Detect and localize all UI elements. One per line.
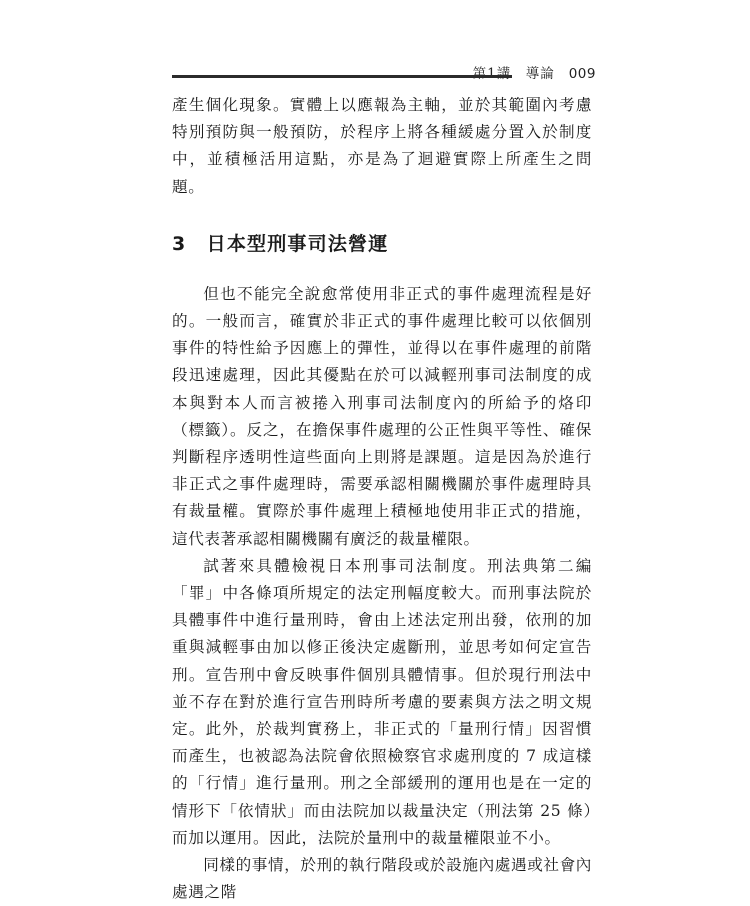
header-rule: [172, 75, 512, 78]
section-heading: 3 日本型刑事司法營運: [172, 232, 389, 255]
page-number: 009: [568, 66, 596, 82]
paragraph-1: 但也不能完全說愈常使用非正式的事件處理流程是好的。一般而言，確實於非正式的事件處理比較可以依個別事件的特性給予因應上的彈性，並得以在事件處理的前階段迅速處理，因此其優點在於可以減輕刑事司法制度的成本與對本人而言被捲入刑事司法制度內的所給予的烙印（標籤）。反之，在擔保事件處理的公正性與平等性、確保判斷程序透明性這些面向上則將是課題。這是因為於進行非正式之事件處理時，需要承認相關機關於事件處理時具有裁量權。實際於事件處理上積極地使用非正式的措施，這代表著承認相關機關有廣泛的裁量權限。: [172, 284, 592, 548]
paragraph-3: 同樣的事情，於刑的執行階段或於設施內處遇或社會內處遇之階: [172, 856, 592, 902]
paragraph-intro: 產生個化現象。實體上以應報為主軸，並於其範圍內考慮特別預防與一般預防，於程序上將各種緩處分置入於制度中，並積極活用這點，亦是為了迴避實際上所產生之問題。: [172, 96, 592, 196]
running-head: [172, 62, 596, 82]
chapter-title: 第1講 導論: [472, 66, 555, 82]
paragraph-2: 試著來具體檢視日本刑事司法制度。刑法典第二編「罪」中各條項所規定的法定刑幅度較大。而刑事法院於具體事件中進行量刑時，會由上述法定刑出發，依刑的加重與減輕事由加以修正後決定處斷刑，並思考如何定宣告刑。宣告刑中會反映事件個別具體情事。但於現行刑法中並不存在對於進行宣告刑時所考慮的要素與方法之明文規定。此外，於裁判實務上，非正式的「量刑行情」因習慣而產生，也被認為法院會依照檢察官求處刑度的 7 成這樣的「行情」進行量刑。刑之全部緩刑的運用也是在一定的情形下「依情狀」而由法院加以裁量決定（刑法第 25 條）而加以運用。因此，法院於量刑中的裁量權限並不小。: [172, 556, 592, 847]
page-body: [172, 92, 592, 906]
